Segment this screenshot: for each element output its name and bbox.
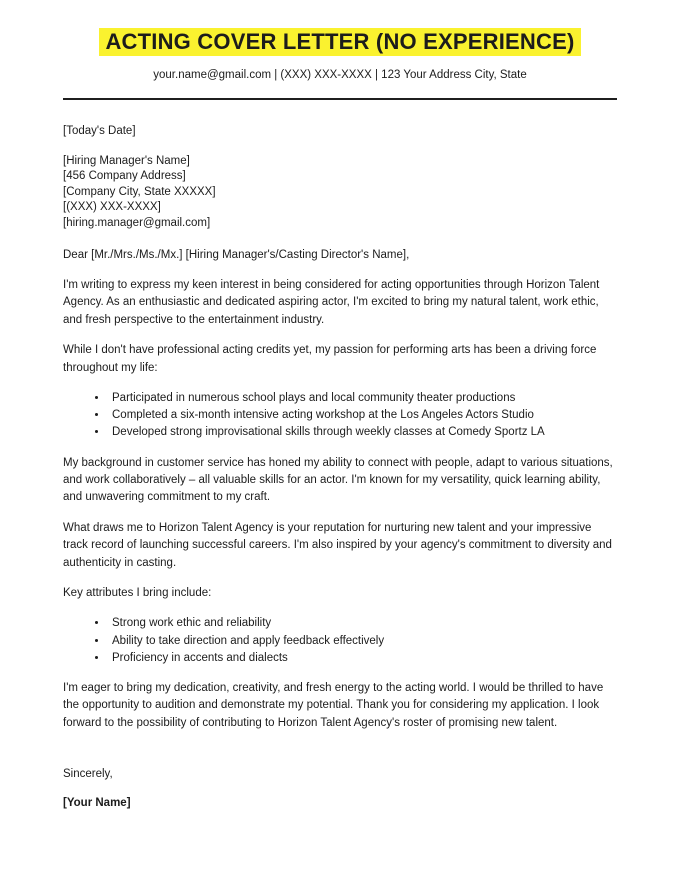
bullet-item: • Completed a six-month intensive acting workshop at the Los Angeles Actors Studio [108,407,617,424]
paragraph-passion: While I don't have professional acting credits yet, my passion for performing arts has been a driving force throughout my life: [63,344,597,374]
signoff: Sincerely, [63,768,113,781]
recipient-line: [456 Company Address] [63,170,186,183]
salutation: Dear [Mr./Mrs./Ms./Mx.] [Hiring Manager's/Casting Director's Name], [63,248,410,261]
recipient-block [63,154,617,232]
title-wrap [63,28,617,55]
bullet-item: • Developed strong improvisational skills through weekly classes at Comedy Sportz LA [108,424,617,441]
bullet-item: • Strong work ethic and reliability [108,615,617,632]
paragraph-draws: What draws me to Horizon Talent Agency is your reputation for nurturing new talent and your impressive track record of launching successful careers. I'm also inspired by your agency's commitment to diversity and authenticity in casting. [63,521,612,569]
paragraph-closing: I'm eager to bring my dedication, creativity, and fresh energy to the acting world. I would be thrilled to have the opportunity to audition and demonstrate my potential. Thank you for considering my application. I look forward to the possibility of contributing to Horizon Talent Agency's roster of promising new talent. [63,682,604,729]
recipient-line: [Company City, State XXXXX] [63,185,216,198]
paragraph-background: My background in customer service has honed my ability to connect with people, adapt to various situations, and work collaboratively – all valuable skills for an actor. I'm known for my versatility, quick learning ability, and unwavering commitment to my craft. [63,456,613,504]
recipient-line: [hiring.manager@gmail.com] [63,216,211,229]
bullet-item: • Ability to take direction and apply feedback effectively [108,633,617,650]
page-title: ACTING COVER LETTER (NO EXPERIENCE) [99,28,580,56]
experience-bullet-list [63,390,617,442]
attributes-bullet-list [63,615,617,667]
bullet-item: • Participated in numerous school plays and local community theater productions [108,390,617,407]
recipient-line: [(XXX) XXX-XXXX] [63,201,161,214]
contact-line: your.name@gmail.com | (XXX) XXX-XXXX | 123 Your Address City, State [153,69,527,81]
bullet-item: • Proficiency in accents and dialects [108,650,617,667]
header-divider [63,98,617,100]
attributes-intro: Key attributes I bring include: [63,587,212,600]
date-line: [Today's Date] [63,125,136,137]
recipient-line: [Hiring Manager's Name] [63,154,190,167]
paragraph-intro: I'm writing to express my keen interest in being considered for acting opportunities through Horizon Talent Agency. As an enthusiastic and dedicated aspiring actor, I'm excited to bring my natural talent, work ethic, and fresh perspective to the entertainment industry. [63,278,600,326]
signature-placeholder: [Your Name] [63,796,131,809]
